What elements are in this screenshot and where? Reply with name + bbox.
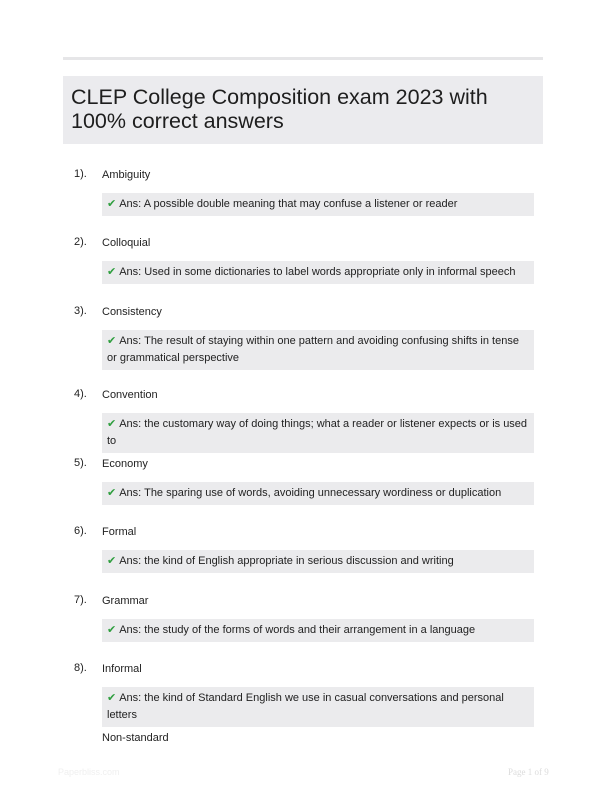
answer-prefix: Ans:: [119, 198, 142, 210]
checkmark-icon: ✔: [107, 335, 117, 347]
answer-prefix: Ans:: [119, 555, 142, 567]
answer-text: the study of the forms of words and their arrangement in a language: [144, 624, 476, 636]
answer-text: the customary way of doing things; what a reader or listener expects or is used to: [107, 418, 528, 447]
answer-text: the kind of Standard English we use in casual conversations and personal letters: [107, 692, 504, 721]
answer-box: [102, 619, 534, 642]
checkmark-icon: ✔: [107, 418, 117, 430]
question-term: Consistency: [102, 306, 162, 318]
page-title: CLEP College Composition exam 2023 with 100% correct answers: [71, 85, 488, 133]
question-term: Non-standard: [102, 732, 169, 744]
answer-box: [102, 482, 534, 505]
checkmark-icon: ✔: [107, 487, 117, 499]
answer-prefix: Ans:: [119, 418, 142, 430]
answer-text: The result of staying within one pattern and avoiding confusing shifts in tense or grammatical perspective: [107, 335, 519, 364]
question-term: Colloquial: [102, 237, 151, 249]
answer-text: A possible double meaning that may confuse a listener or reader: [143, 198, 458, 210]
question-term: Convention: [102, 389, 158, 401]
answer-text: the kind of English appropriate in serious discussion and writing: [144, 555, 454, 567]
question-number: 4).: [74, 388, 87, 400]
question-number: 7).: [74, 594, 87, 606]
answer-prefix: Ans:: [119, 692, 142, 704]
question-term: Ambiguity: [102, 169, 151, 181]
checkmark-icon: ✔: [107, 198, 117, 210]
answer-box: [102, 261, 534, 284]
question-term: Grammar: [102, 595, 149, 607]
question-number: 5).: [74, 457, 87, 469]
checkmark-icon: ✔: [107, 624, 117, 636]
answer-box: [102, 413, 534, 453]
question-number: 8).: [74, 662, 87, 674]
answer-prefix: Ans:: [119, 624, 142, 636]
footer-site-watermark: Paperbliss.com: [58, 767, 120, 777]
top-divider: [63, 57, 543, 60]
question-term: Formal: [102, 526, 137, 538]
answer-box: [102, 330, 534, 370]
answer-text: Used in some dictionaries to label words appropriate only in informal speech: [144, 266, 516, 278]
title-banner: [63, 76, 543, 144]
question-number: 3).: [74, 305, 87, 317]
answer-prefix: Ans:: [119, 266, 142, 278]
question-number: 1).: [74, 168, 87, 180]
question-number: 6).: [74, 525, 87, 537]
answer-text: The sparing use of words, avoiding unnecessary wordiness or duplication: [144, 487, 502, 499]
answer-prefix: Ans:: [119, 487, 142, 499]
answer-prefix: Ans:: [119, 335, 142, 347]
question-number: 2).: [74, 236, 87, 248]
question-term: Economy: [102, 458, 148, 470]
answer-box: [102, 550, 534, 573]
checkmark-icon: ✔: [107, 266, 117, 278]
answer-box: [102, 193, 534, 216]
checkmark-icon: ✔: [107, 692, 117, 704]
footer-page-number: Page 1 of 9: [508, 767, 549, 777]
question-term: Informal: [102, 663, 142, 675]
answer-box: [102, 687, 534, 727]
checkmark-icon: ✔: [107, 555, 117, 567]
